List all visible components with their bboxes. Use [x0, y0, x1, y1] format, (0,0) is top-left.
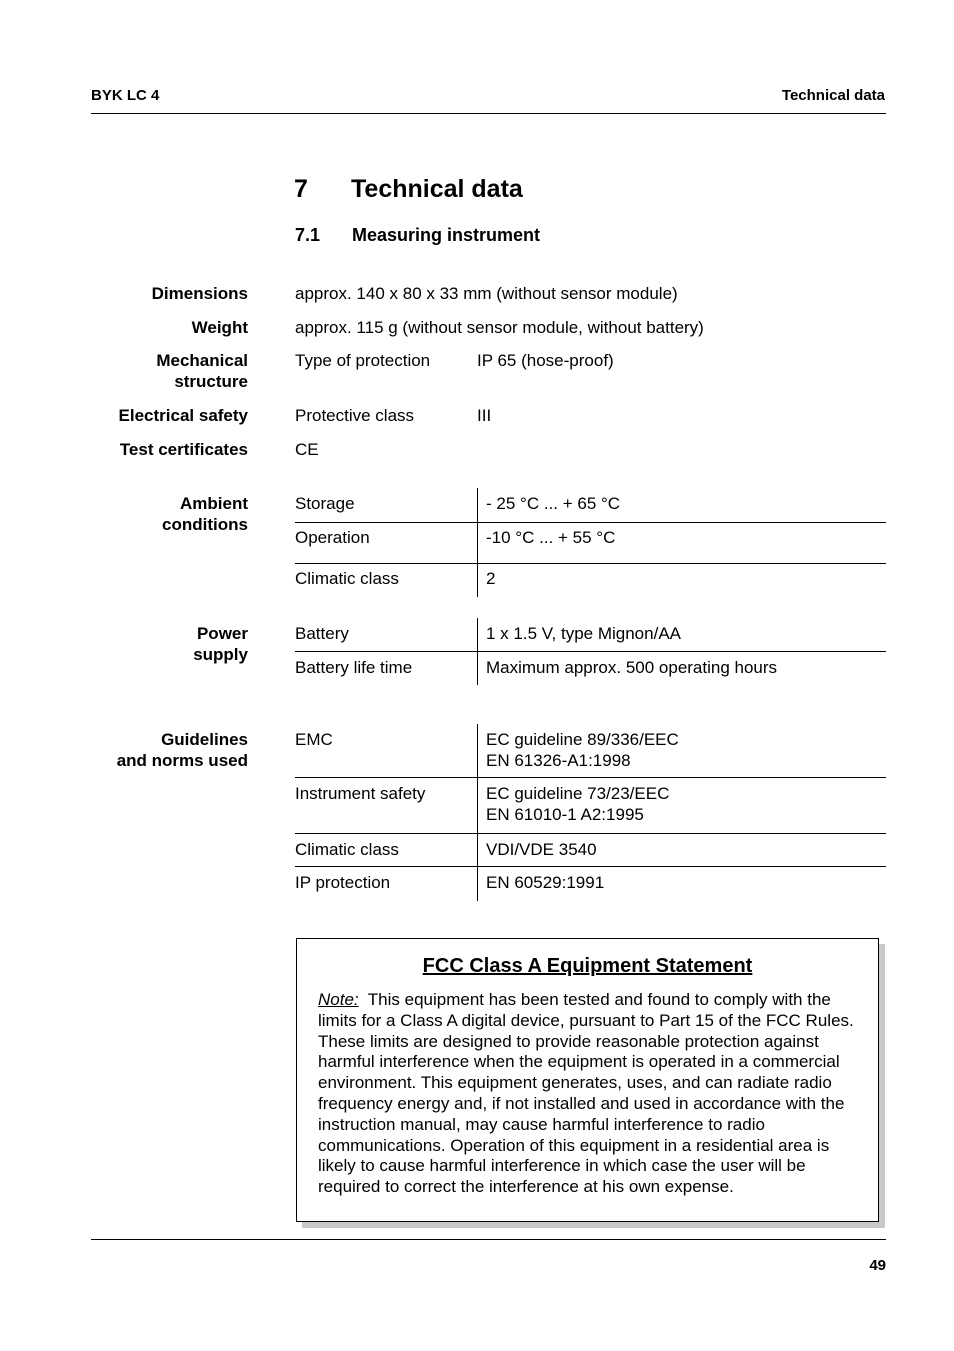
- table-row: [295, 652, 886, 685]
- electrical-label: Electrical safety: [118, 406, 248, 425]
- guidelines-label-line1: Guidelines: [161, 730, 248, 749]
- ambient-label-line1: Ambient: [180, 494, 248, 513]
- weight-label: Weight: [191, 318, 248, 337]
- section-number: 7.1: [295, 225, 321, 245]
- mechanical-value: IP 65 (hose-proof): [477, 351, 614, 370]
- fcc-statement-box: [296, 938, 879, 1222]
- header-product: BYK LC 4: [91, 87, 160, 104]
- guidelines-value: EC guideline 73/23/EEC EN 61010-1 A2:1995: [486, 784, 670, 824]
- guidelines-table: [295, 724, 886, 901]
- power-label-line1: Power: [196, 624, 248, 643]
- table-row: [295, 867, 886, 901]
- guidelines-value: VDI/VDE 3540: [486, 840, 597, 859]
- weight-value: approx. 115 g (without sensor module, without battery): [295, 318, 704, 337]
- guidelines-key: Climatic class: [295, 840, 399, 859]
- mechanical-label-line2: structure: [174, 372, 248, 391]
- power-label: [193, 623, 248, 665]
- table-row: [295, 564, 886, 597]
- guidelines-value: EC guideline 89/336/EEC EN 61326-A1:1998: [486, 730, 679, 770]
- table-row: [295, 488, 886, 523]
- fcc-title: FCC Class A Equipment Statement: [422, 955, 753, 977]
- dimensions-value: approx. 140 x 80 x 33 mm (without sensor module): [295, 284, 678, 303]
- section-title: Measuring instrument: [352, 225, 541, 245]
- guidelines-value: EN 60529:1991: [486, 873, 605, 892]
- guidelines-label: [117, 729, 248, 771]
- chapter-title: Technical data: [351, 175, 523, 203]
- ambient-key: Storage: [295, 494, 355, 513]
- power-value: Maximum approx. 500 operating hours: [486, 658, 778, 677]
- guidelines-key: Instrument safety: [295, 784, 426, 803]
- mechanical-label: [156, 350, 248, 392]
- ambient-label-line2: conditions: [162, 515, 248, 534]
- section-heading: [295, 225, 540, 246]
- power-table: [295, 618, 886, 685]
- ambient-value: -10 °C ... + 55 °C: [486, 528, 616, 547]
- electrical-key: Protective class: [295, 406, 415, 425]
- fcc-text: This equipment has been tested and found to comply with the limits for a Class A digital device, pursuant to Part 15 of the FCC Rules. These limits are designed to provide reasonable protection against harmful interference when the equipment is operated in a commercial environment. This equipment generates, uses, and can radiate radio frequency energy and, if not installed and used in accordance with the instruction manual, may cause harmful interference to radio communications. Operation of this equipment in a residential area is likely to cause harmful interference in which case the user will be required to correct the interference at his own expense.: [318, 990, 854, 1197]
- mechanical-label-line1: Mechanical: [156, 351, 248, 370]
- table-row: [295, 778, 886, 834]
- header-section: Technical data: [781, 87, 885, 104]
- ambient-key: Operation: [295, 528, 370, 547]
- ambient-label: [162, 493, 248, 535]
- header-rule: [91, 113, 886, 114]
- guidelines-key: IP protection: [295, 873, 391, 892]
- table-row: [295, 834, 886, 867]
- certificates-value: CE: [295, 440, 319, 459]
- certificates-label: Test certificates: [119, 440, 248, 459]
- fcc-note-label: Note:: [318, 990, 359, 1009]
- dimensions-label: Dimensions: [151, 284, 248, 303]
- table-row: [295, 523, 886, 564]
- power-key: Battery: [295, 624, 349, 643]
- ambient-table: [295, 488, 886, 597]
- fcc-body: [318, 990, 863, 1198]
- guidelines-key: EMC: [295, 730, 333, 749]
- electrical-value: III: [477, 406, 492, 425]
- mechanical-key: Type of protection: [295, 351, 431, 370]
- ambient-key: Climatic class: [295, 569, 399, 588]
- chapter-number: 7: [294, 175, 308, 203]
- chapter-heading: [294, 175, 523, 204]
- footer-rule: [91, 1239, 886, 1240]
- guidelines-label-line2: and norms used: [116, 751, 248, 770]
- table-row: [295, 724, 886, 778]
- power-key: Battery life time: [295, 658, 413, 677]
- ambient-value: 2: [486, 569, 496, 588]
- page-number: 49: [869, 1257, 886, 1274]
- power-label-line2: supply: [193, 645, 248, 664]
- ambient-value: - 25 °C ... + 65 °C: [486, 494, 621, 513]
- table-row: [295, 618, 886, 652]
- power-value: 1 x 1.5 V, type Mignon/AA: [486, 624, 681, 643]
